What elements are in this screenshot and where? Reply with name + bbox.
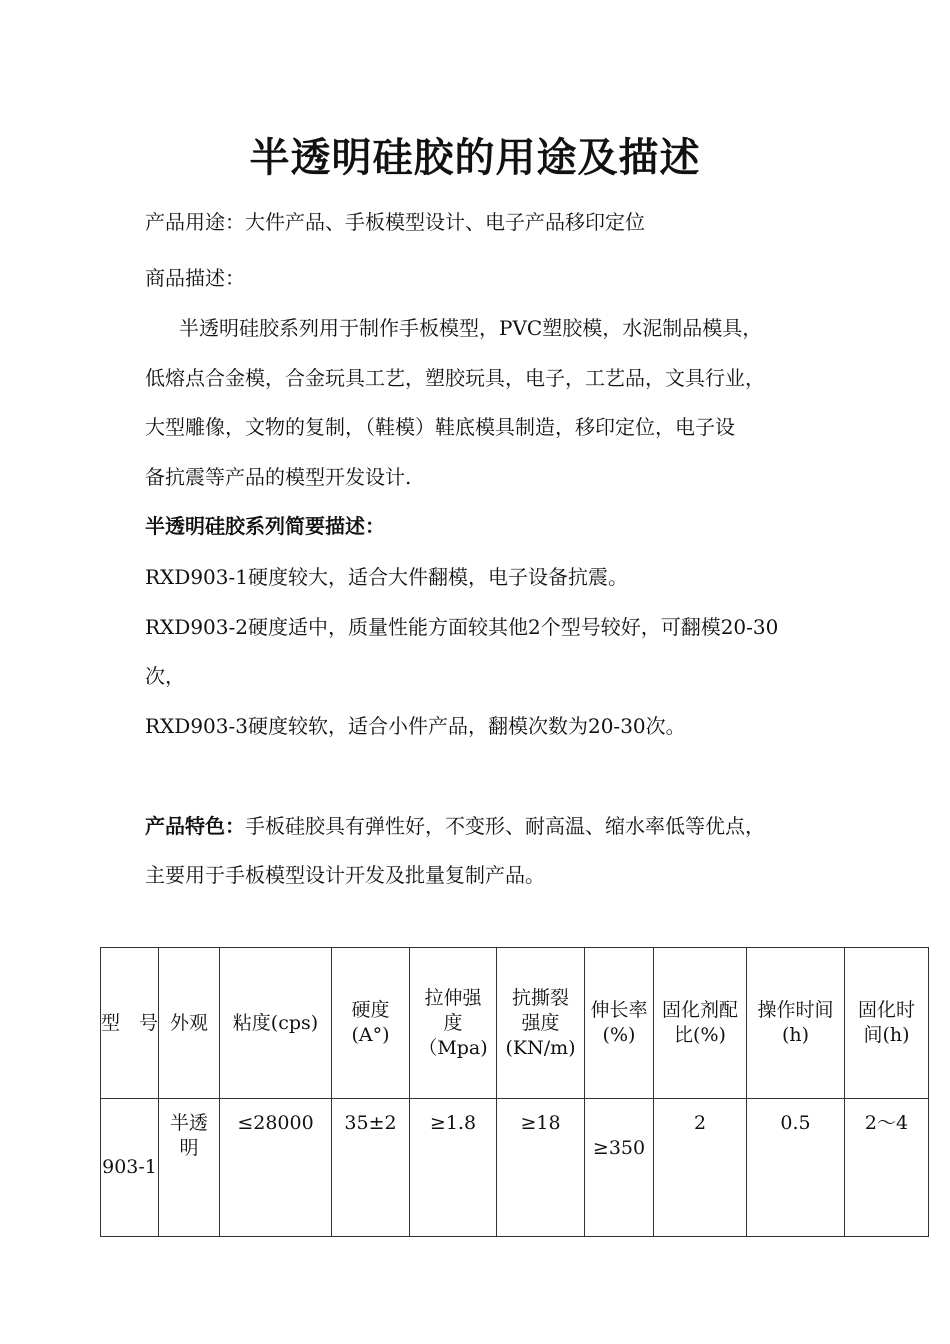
header-model: 型 号 [101, 948, 159, 1099]
features-label: 产品特色： [145, 814, 245, 838]
series-line-3: 次， [145, 664, 185, 688]
header-appearance: 外观 [159, 948, 220, 1099]
cell-viscosity: ≤28000 [220, 1099, 332, 1237]
table-header-row [101, 948, 929, 1099]
header-elongation: 伸长率 (%) [585, 948, 654, 1099]
series-heading: 半透明硅胶系列简要描述： [145, 514, 385, 538]
description-line-4: 备抗震等产品的模型开发设计. [145, 465, 412, 489]
table-row [101, 1099, 929, 1237]
series-line-2: RXD903-2硬度适中，质量性能方面较其他2个型号较好，可翻模20-30 [145, 615, 779, 639]
cell-appearance: 半透 明 [159, 1099, 220, 1237]
cell-tear: ≥18 [497, 1099, 585, 1237]
features-line-2: 主要用于手板模型设计开发及批量复制产品。 [145, 863, 545, 887]
header-tear: 抗撕裂 强度 (KN/m) [497, 948, 585, 1099]
features-line [145, 812, 765, 840]
spec-table [100, 947, 929, 1237]
header-curing-time: 固化时 间(h) [845, 948, 929, 1099]
cell-model: 903-1 [101, 1099, 159, 1237]
description-label: 商品描述： [145, 266, 245, 290]
header-ratio: 固化剂配 比(%) [654, 948, 747, 1099]
cell-hardness: 35±2 [332, 1099, 410, 1237]
usage-line: 产品用途：大件产品、手板模型设计、电子产品移印定位 [145, 210, 645, 234]
document-title: 半透明硅胶的用途及描述 [249, 134, 701, 181]
cell-operating-time: 0.5 [747, 1099, 845, 1237]
header-hardness: 硬度 (A°) [332, 948, 410, 1099]
description-line-1: 半透明硅胶系列用于制作手板模型，PVC塑胶模，水泥制品模具， [179, 316, 763, 340]
description-line-3: 大型雕像，文物的复制，（鞋模）鞋底模具制造，移印定位，电子设 [145, 415, 735, 439]
header-operating-time: 操作时间 (h) [747, 948, 845, 1099]
series-line-4: RXD903-3硬度较软，适合小件产品，翻模次数为20-30次。 [145, 714, 686, 738]
series-line-1: RXD903-1硬度较大，适合大件翻模，电子设备抗震。 [145, 565, 628, 589]
cell-curing-time: 2～4 [845, 1099, 929, 1237]
cell-elongation: ≥350 [585, 1099, 654, 1237]
features-text: 手板硅胶具有弹性好，不变形、耐高温、缩水率低等优点， [245, 814, 765, 838]
header-viscosity: 粘度(cps) [220, 948, 332, 1099]
description-line-2: 低熔点合金模，合金玩具工艺，塑胶玩具，电子，工艺品，文具行业， [145, 366, 765, 390]
cell-tensile: ≥1.8 [410, 1099, 497, 1237]
header-tensile: 拉伸强 度（Mpa) [410, 948, 497, 1099]
cell-ratio: 2 [654, 1099, 747, 1237]
